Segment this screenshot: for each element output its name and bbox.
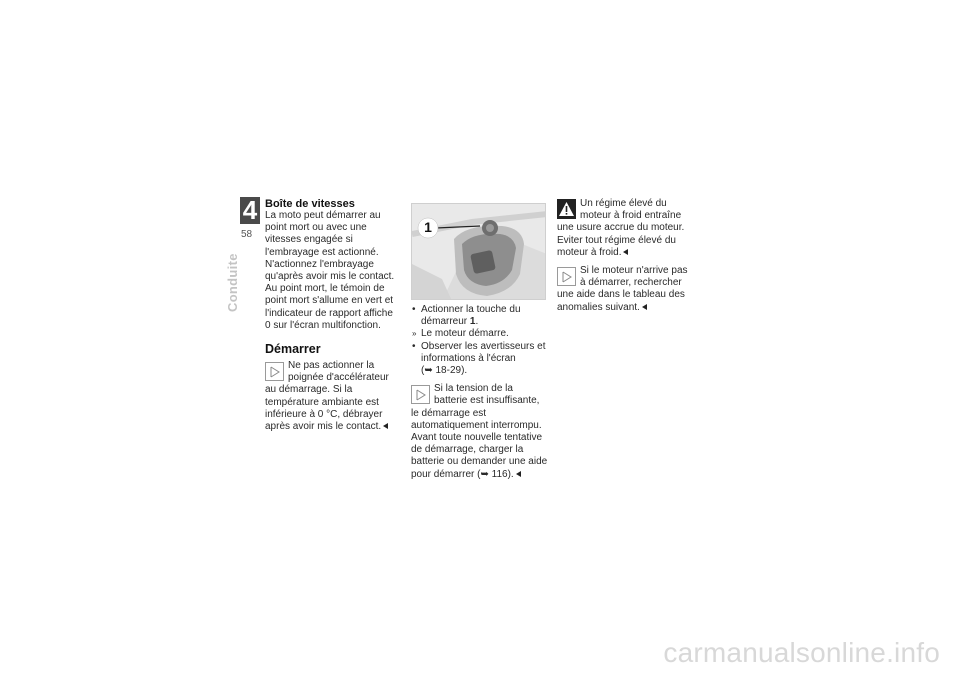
end-mark-icon <box>642 304 647 310</box>
list-item-result: » Le moteur démarre. <box>412 328 509 340</box>
bullet-dot: • <box>412 304 416 315</box>
note-icon <box>411 385 430 404</box>
column-3 <box>557 198 693 314</box>
note-block-battery <box>411 383 548 432</box>
result-arrow-icon: » <box>412 329 417 339</box>
heading-gearbox: Boîte de vitesses <box>265 198 355 210</box>
note-text-battery: Si la tension de la batterie est insuffisante, le démarrage est automatiquement interrompu. <box>411 383 542 431</box>
note-text-troubleshoot: Si le moteur n'arrive pas à démarrer, rechercher une aide dans le tableau des anomalies suivant. <box>557 265 688 313</box>
note-icon <box>265 362 284 381</box>
end-mark-icon <box>623 249 628 255</box>
note-text-throttle: Ne pas actionner la poignée d'accélérateur au démarrage. Si la température ambiante est inférieure à 0 °C, débrayer après avoir mis le contact. <box>265 360 389 433</box>
watermark: carmanualsonline.info <box>663 637 940 668</box>
figure-label: 1 <box>424 219 432 235</box>
bullet-dot: • <box>412 340 416 352</box>
column-2 <box>411 304 548 481</box>
note-block-throttle <box>265 360 400 433</box>
page-number: 58 <box>241 229 253 240</box>
list-item: • Actionner la touche du démarreur 1. <box>412 304 521 328</box>
warning-icon <box>557 199 576 219</box>
note-icon <box>557 267 576 286</box>
note-block-troubleshoot <box>557 265 693 314</box>
warning-text: Un régime élevé du moteur à froid entraîne une usure accrue du moteur. Eviter tout régime élevé du moteur à froid. <box>557 198 685 258</box>
section-label: Conduite <box>225 253 240 312</box>
paragraph-gearbox-2: Au point mort, le témoin de point mort s'allume en vert et l'indicateur de rapport affiche 0 sur l'écran multifonction. <box>265 283 394 331</box>
column-1 <box>265 198 400 433</box>
chapter-number: 4 <box>242 195 258 225</box>
end-mark-icon <box>383 423 388 429</box>
end-mark-icon <box>516 471 521 477</box>
heading-start: Démarrer <box>265 342 321 357</box>
paragraph-restart: Avant toute nouvelle tentative de démarrage, charger la batterie ou demander une aide pour démarrer (➥ 116). <box>411 432 548 480</box>
paragraph-gearbox-1: La moto peut démarrer au point mort ou avec une vitesses engagée si l'embrayage est actionné. N'actionnez l'embrayage qu'après avoir mis le contact. <box>265 210 395 283</box>
list-item: • Observer les avertisseurs et informations à l'écran (➥ 18-29). <box>412 340 546 377</box>
warning-block <box>557 198 693 259</box>
figure-start-button <box>411 203 546 300</box>
